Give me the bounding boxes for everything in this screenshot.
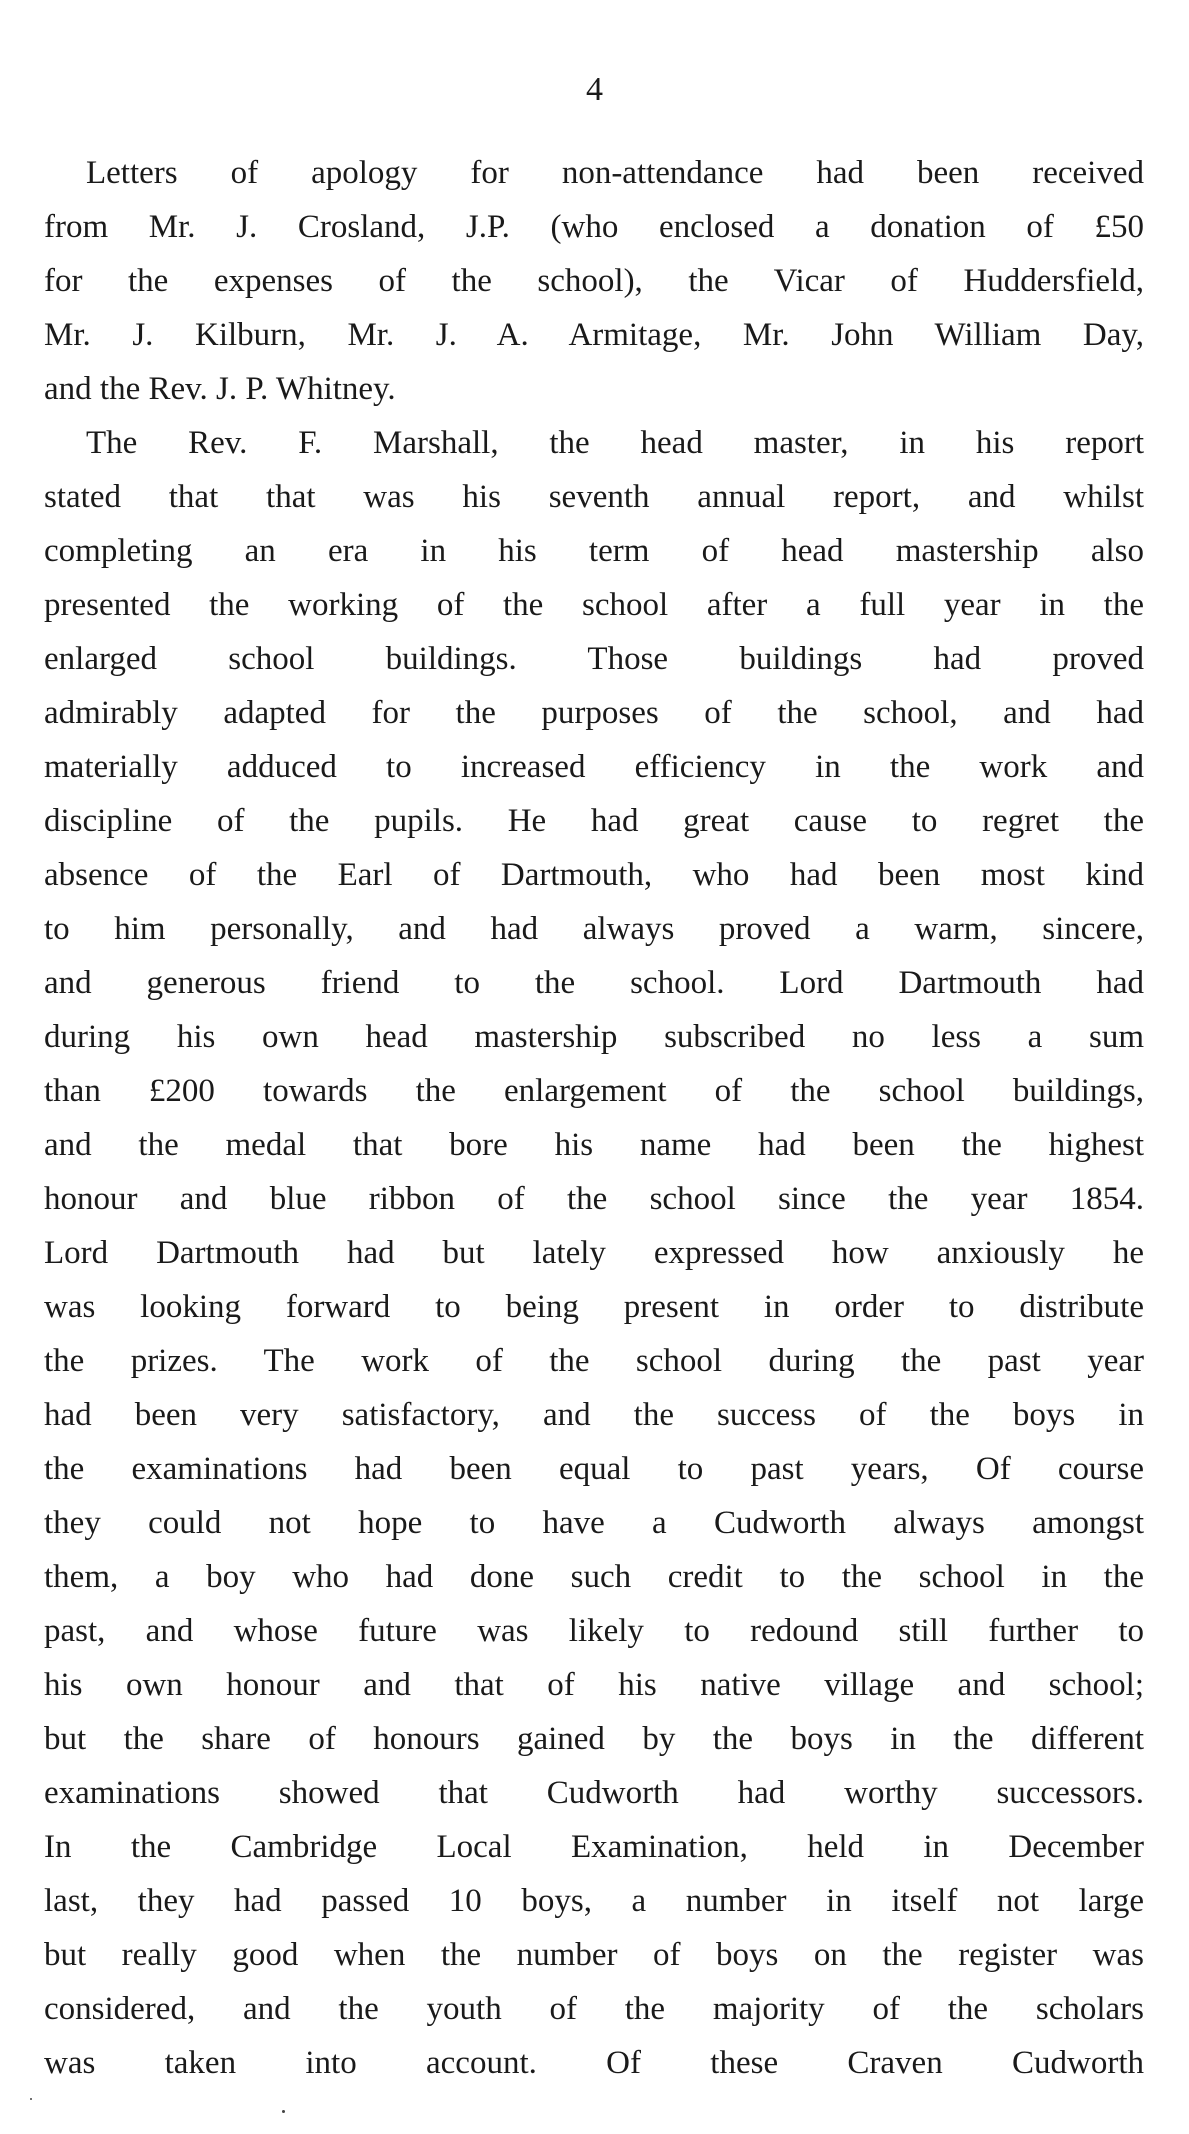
text-line: and the medal that bore his name had been the highest bbox=[44, 1127, 1144, 1163]
text-line: stated that that was his seventh annual report, and whilst bbox=[44, 479, 1144, 515]
text-line: than £200 towards the enlargement of the school buildings, bbox=[44, 1073, 1144, 1109]
text-line: considered, and the youth of the majority of the scholars bbox=[44, 1991, 1144, 2027]
text-line: the prizes. The work of the school during the past year bbox=[44, 1343, 1144, 1379]
text-line: but really good when the number of boys on the register was bbox=[44, 1937, 1144, 1973]
text-line: completing an era in his term of head mastership also bbox=[44, 533, 1144, 569]
text-line: materially adduced to increased efficiency in the work and bbox=[44, 749, 1144, 785]
text-line: discipline of the pupils. He had great cause to regret the bbox=[44, 803, 1144, 839]
scan-speck bbox=[30, 2098, 32, 2100]
page-number: 4 bbox=[586, 71, 603, 108]
text-line: The Rev. F. Marshall, the head master, in his report bbox=[86, 425, 1144, 461]
text-line: from Mr. J. Crosland, J.P. (who enclosed a donation of £50 bbox=[44, 209, 1144, 245]
text-line: and the Rev. J. P. Whitney. bbox=[44, 371, 396, 407]
scan-speck bbox=[282, 2110, 285, 2113]
body-text bbox=[44, 146, 1144, 2090]
text-line: Lord Dartmouth had but lately expressed how anxiously he bbox=[44, 1235, 1144, 1271]
text-line: In the Cambridge Local Examination, held in December bbox=[44, 1829, 1144, 1865]
text-line: last, they had passed 10 boys, a number in itself not large bbox=[44, 1883, 1144, 1919]
text-line: but the share of honours gained by the boys in the different bbox=[44, 1721, 1144, 1757]
text-line: was looking forward to being present in order to distribute bbox=[44, 1289, 1144, 1325]
text-line: admirably adapted for the purposes of the school, and had bbox=[44, 695, 1144, 731]
text-line: past, and whose future was likely to redound still further to bbox=[44, 1613, 1144, 1649]
text-line: absence of the Earl of Dartmouth, who had been most kind bbox=[44, 857, 1144, 893]
text-line: was taken into account. Of these Craven Cudworth bbox=[44, 2045, 1144, 2081]
text-line: they could not hope to have a Cudworth always amongst bbox=[44, 1505, 1144, 1541]
text-line: the examinations had been equal to past years, Of course bbox=[44, 1451, 1144, 1487]
text-line: and generous friend to the school. Lord Dartmouth had bbox=[44, 965, 1144, 1001]
text-line: his own honour and that of his native village and school; bbox=[44, 1667, 1144, 1703]
text-line: during his own head mastership subscribed no less a sum bbox=[44, 1019, 1144, 1055]
text-line: had been very satisfactory, and the success of the boys in bbox=[44, 1397, 1144, 1433]
text-line: to him personally, and had always proved a warm, sincere, bbox=[44, 911, 1144, 947]
text-line: Letters of apology for non-attendance had been received bbox=[86, 155, 1144, 191]
text-line: honour and blue ribbon of the school since the year 1854. bbox=[44, 1181, 1144, 1217]
paragraph-1 bbox=[44, 146, 1144, 416]
text-line: them, a boy who had done such credit to the school in the bbox=[44, 1559, 1144, 1595]
text-line: for the expenses of the school), the Vicar of Huddersfield, bbox=[44, 263, 1144, 299]
text-line: enlarged school buildings. Those buildings had proved bbox=[44, 641, 1144, 677]
text-line: examinations showed that Cudworth had worthy successors. bbox=[44, 1775, 1144, 1811]
text-line: presented the working of the school after a full year in the bbox=[44, 587, 1144, 623]
paragraph-2 bbox=[44, 416, 1144, 2090]
text-line: Mr. J. Kilburn, Mr. J. A. Armitage, Mr. John William Day, bbox=[44, 317, 1144, 353]
